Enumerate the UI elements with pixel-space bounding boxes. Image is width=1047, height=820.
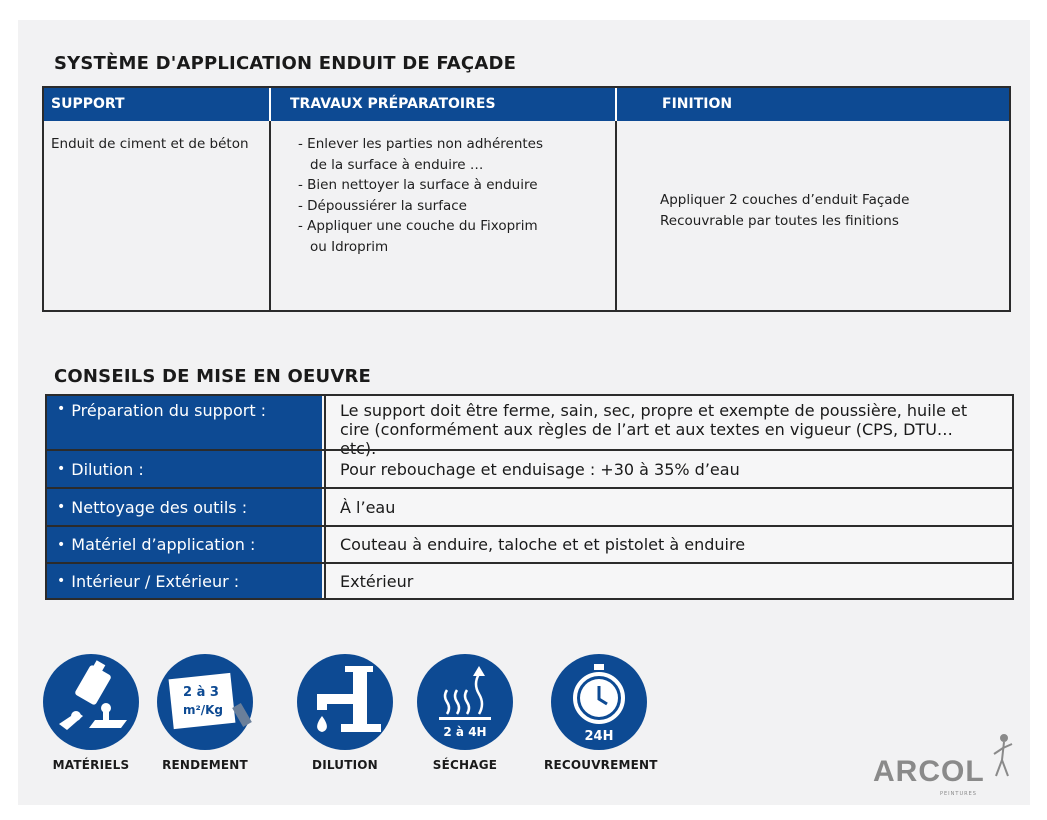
row-label-text: Dilution :	[71, 459, 144, 479]
header-finition: FINITION	[662, 96, 733, 112]
header-divider	[615, 88, 617, 121]
table-header	[44, 88, 1009, 121]
section-title-conseils: CONSEILS DE MISE EN OEUVRE	[54, 366, 372, 387]
travaux-line: - Enlever les parties non adhérentes	[298, 136, 544, 152]
drying-time: 2 à 4H	[443, 725, 487, 739]
icon-label: DILUTION	[312, 758, 378, 772]
table-row	[47, 449, 1012, 487]
table-row	[47, 525, 1012, 562]
travaux-line: - Bien nettoyer la surface à enduire	[298, 177, 538, 193]
icon-label: SÉCHAGE	[432, 758, 498, 772]
icon-materiels	[36, 654, 146, 772]
row-label-text: Matériel d’application :	[71, 535, 256, 554]
bullet: •	[57, 461, 66, 477]
travaux-item	[298, 175, 543, 196]
row-label	[47, 489, 322, 525]
column-divider	[269, 88, 271, 310]
icon-sechage	[410, 654, 520, 772]
brand-logo: ARCOL	[873, 755, 985, 788]
spec-sheet	[18, 20, 1030, 805]
bullet: •	[57, 499, 66, 515]
bullet: •	[57, 536, 66, 553]
row-value: À l’eau	[324, 489, 1012, 525]
application-table	[42, 86, 1011, 312]
header-divider	[269, 88, 271, 121]
tools-icon	[43, 654, 139, 750]
brand-tagline: PEINTURES	[940, 791, 977, 797]
row-label	[47, 451, 322, 487]
travaux-line: de la surface à enduire …	[310, 156, 484, 173]
table-row	[47, 487, 1012, 525]
table-row	[47, 396, 1012, 458]
icon-dilution	[290, 654, 400, 772]
icon-recouvrement	[544, 654, 658, 772]
travaux-item	[298, 196, 543, 217]
finition-cell	[660, 190, 909, 231]
faucet-icon	[297, 654, 393, 750]
conseils-table	[45, 394, 1014, 600]
travaux-item	[298, 134, 543, 175]
recoat-time: 24H	[584, 729, 614, 744]
icon-circle	[417, 654, 513, 750]
header-travaux: TRAVAUX PRÉPARATOIRES	[290, 96, 496, 112]
row-label	[47, 564, 322, 598]
icon-circle	[157, 654, 253, 750]
icon-label: RENDEMENT	[162, 758, 248, 772]
icon-label: RECOUVREMENT	[544, 758, 658, 772]
support-cell: Enduit de ciment et de béton	[51, 136, 249, 152]
table-row	[47, 562, 1012, 598]
column-divider	[615, 88, 617, 310]
row-value: Couteau à enduire, taloche et et pistolet à enduire	[324, 527, 1012, 562]
travaux-item	[298, 216, 543, 257]
row-value: Extérieur	[324, 564, 1012, 598]
finition-line: Appliquer 2 couches d’enduit Façade	[660, 192, 910, 208]
travaux-line: ou Idroprim	[310, 238, 389, 255]
stopwatch-icon	[551, 654, 647, 750]
row-value: Le support doit être ferme, sain, sec, propre et exempte de poussière, huile et cire (conformément aux règles de l’art et aux textes en vigueur (CPS, DTU… etc).	[324, 396, 1012, 449]
finition-line: Recouvrable par toutes les finitions	[660, 212, 899, 229]
row-label-text: Intérieur / Extérieur :	[71, 571, 240, 591]
row-label	[47, 527, 322, 562]
header-support: SUPPORT	[51, 96, 125, 112]
icon-circle	[297, 654, 393, 750]
drying-icon	[417, 654, 513, 750]
row-value: Pour rebouchage et enduisage : +30 à 35% d’eau	[324, 451, 1012, 487]
travaux-cell	[298, 134, 543, 257]
travaux-line: - Appliquer une couche du Fixoprim	[298, 218, 538, 234]
section-title-application: SYSTÈME D'APPLICATION ENDUIT DE FAÇADE	[54, 53, 517, 74]
bullet: •	[57, 401, 66, 417]
row-label	[47, 396, 322, 449]
icon-label: MATÉRIELS	[52, 758, 130, 772]
icon-circle	[43, 654, 139, 750]
icon-rendement	[150, 654, 260, 772]
coverage-line1: 2 à 3	[183, 685, 219, 700]
travaux-line: - Dépoussiérer la surface	[298, 197, 467, 214]
coverage-line2: m²/Kg	[182, 703, 224, 717]
row-label-text: Préparation du support :	[71, 401, 267, 420]
brand-figure-icon	[990, 732, 1016, 788]
row-label-text: Nettoyage des outils :	[71, 497, 248, 517]
coverage-icon	[157, 654, 253, 750]
icon-circle	[551, 654, 647, 750]
bullet: •	[57, 573, 66, 589]
